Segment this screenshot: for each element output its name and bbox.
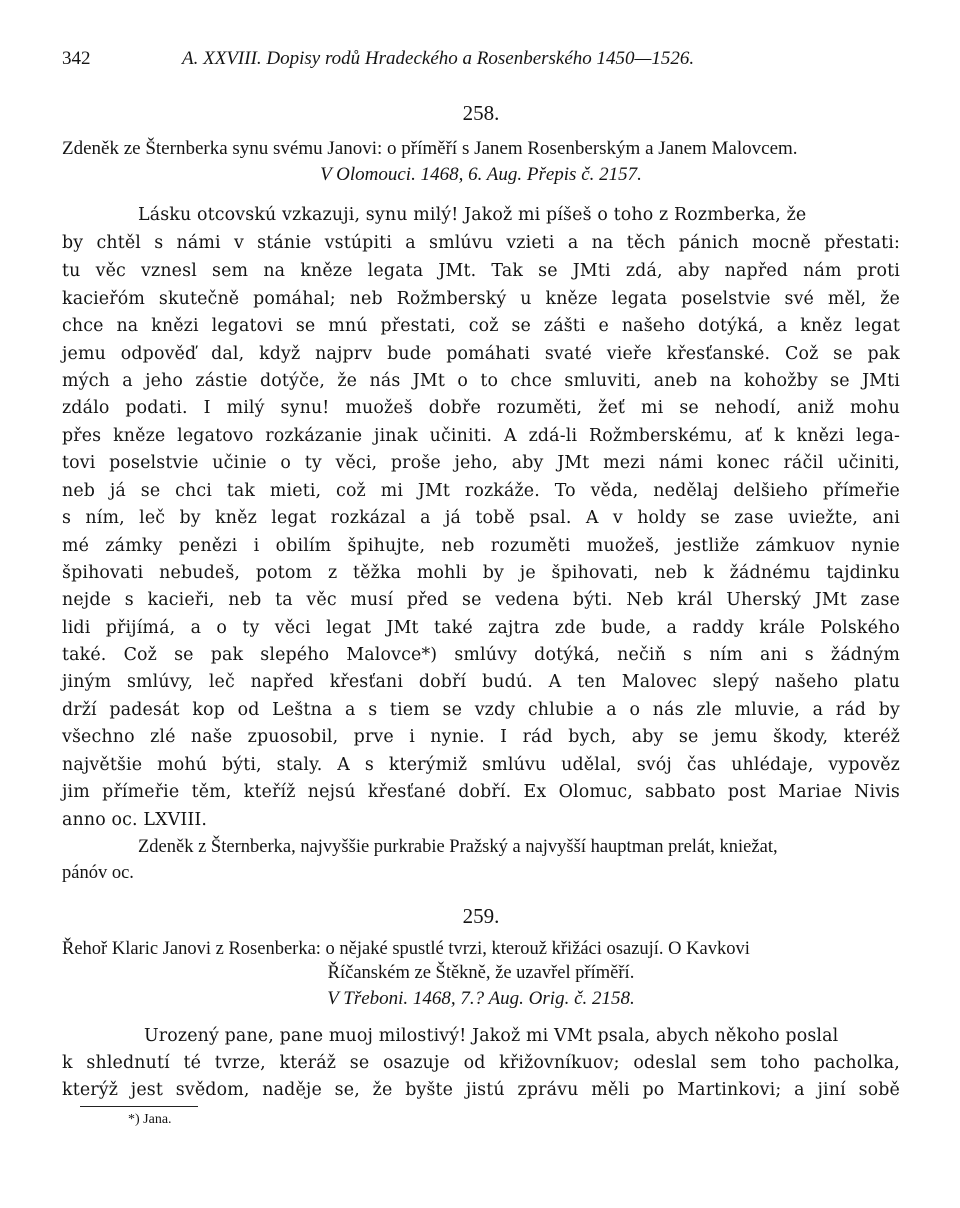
document-number-259: 259.: [462, 904, 500, 928]
text-line: špihovati nebudeš, potom z těžka mohli by je špihovati, neb k žádnému tajdinku: [62, 563, 900, 583]
text-line: kacieřóm skutečně pomáhal; neb Rožmberský u kněze legata poselstvie své měl, že: [62, 289, 900, 309]
text-line: kterýž jest svědom, naděje se, že byšte jistú zprávu měli po Martinkovi; a jiní sobě: [62, 1080, 900, 1100]
footnote-rule: [80, 1106, 198, 1107]
text-line: chce na knězi legatovi se mnú přestati, což se zášti e našeho dotýká, a kněz legat: [62, 316, 900, 336]
text-line: neb já se chci tak mieti, což mi JMt rozkáže. To věda, nedělaj delšieho přímeřie: [62, 481, 900, 501]
place-date-259: V Třeboni. 1468, 7.? Aug. Orig. č. 2158.: [327, 988, 635, 1009]
text-line: by chtěl s námi v stánie vstúpiti a smlúvu vzieti a na těch pánich mocně přestati:: [62, 233, 900, 253]
text-line: tu věc vznesl sem na kněze legata JMt. Tak se JMti zdá, aby napřed nám proti: [62, 261, 900, 281]
text-line: Lásku otcovskú vzkazuji, synu milý! Jakož mi píšeš o toho z Rozmberka, že: [138, 205, 807, 225]
text-line: mých a jeho zástie dotýče, že nás JMt o to chce smluviti, aneb na kohožby se JMti: [62, 371, 900, 391]
document-summary-258: Zdeněk ze Šternberka synu svému Janovi: o příměří s Janem Rosenberským a Janem Malovcem.: [62, 138, 798, 159]
text-line: jiným smlúvy, leč napřed křesťani dobří budú. A ten Malovec slepý našeho platu: [62, 672, 900, 692]
text-line: jim přímeřie těm, kteříž nejsú křesťané dobří. Ex Olomuc, sabbato post Mariae Nivis: [62, 782, 900, 802]
text-line: přes kněze legatovo rozkázanie jinak učiniti. A zdá-li Rožmberskému, ať k knězi lega-: [62, 426, 900, 446]
text-line: zdálo podati. I milý synu! muožeš dobře rozuměti, žeť mi se nehodí, aniž mohu: [62, 398, 900, 418]
text-line: anno oc. LXVIII.: [62, 810, 208, 830]
text-line: všechno zlé naše zpuosobil, prve i nynie. I rád bych, aby se jemu škody, kteréž: [62, 727, 900, 747]
signature-line: Zdeněk z Šternberka, najvyššie purkrabie Pražský a najvyšší hauptman prelát, kniežat,: [138, 837, 778, 857]
text-line: najvětšie mohú býti, staly. A s kterýmiž smlúvu udělal, svój čas uhlédaje, vypověz: [62, 755, 900, 775]
text-line: Urozený pane, pane muoj milostivý! Jakož mi VMt psala, abych někoho poslal: [144, 1026, 839, 1046]
place-date-258: V Olomouci. 1468, 6. Aug. Přepis č. 2157.: [320, 164, 642, 185]
text-line: jemu odpověď dal, když najprv bude pomáhati svaté vieře křesťanské. Což se pak: [62, 344, 900, 364]
page-header: [62, 48, 907, 80]
text-line: tovi poselstvie učinie o ty věci, proše jeho, aby JMt mezi námi konec ráčil učiniti,: [62, 453, 900, 473]
footnote: *) Jana.: [128, 1112, 172, 1127]
text-line: také. Což se pak slepého Malovce*) smlúvy dotýká, nečiň s ním ani s žádným: [62, 645, 900, 665]
text-line: s ním, leč by kněz legat rozkázal a já tobě psal. A v holdy se zase uviežte, ani: [62, 508, 900, 528]
document-number-258: 258.: [462, 101, 500, 125]
document-summary-259: Říčanském ze Štěkně, že uzavřel příměří.: [327, 963, 635, 983]
document-summary-259: Řehoř Klaric Janovi z Rosenberka: o nějaké spustlé tvrzi, kterouž křižáci osazují. O Kavkovi: [62, 939, 750, 959]
text-line: k shlednutí té tvrze, kteráž se osazuje od křižovníkuov; odeslal sem toho pacholka,: [62, 1053, 900, 1073]
page-number: 342: [62, 48, 91, 69]
running-title: A. XXVIII. Dopisy rodů Hradeckého a Rosenberského 1450—1526.: [182, 48, 695, 69]
text-line: mé zámky penězi i obilím špihujte, neb rozuměti muožeš, jestliže zámkuov nynie: [62, 536, 900, 556]
signature-line: pánóv oc.: [62, 863, 134, 883]
text-line: nejde s kacieři, neb ta věc musí před se vedena býti. Neb král Uherský JMt zase: [62, 590, 900, 610]
text-line: drží padesát kop od Leštna a s tiem se vzdy chlubie a o nás zle mluvie, a rád by: [62, 700, 900, 720]
text-line: lidi přijímá, a o ty věci legat JMt také zajtra zde bude, a raddy krále Polského: [62, 618, 900, 638]
